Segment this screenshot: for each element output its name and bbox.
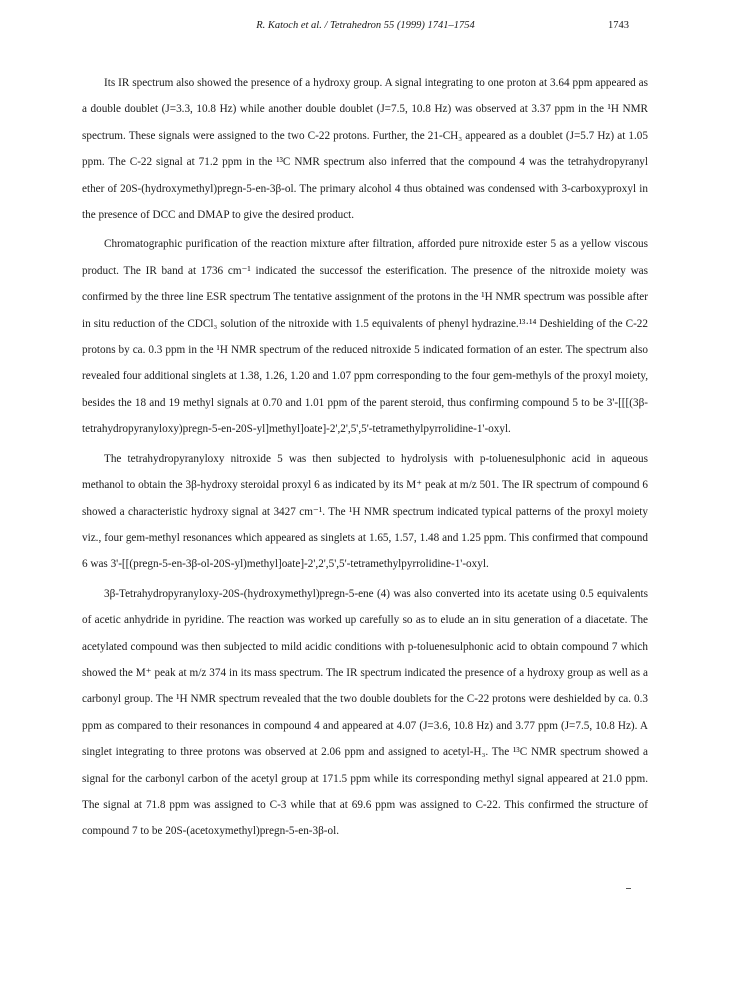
paragraph-hydrolysis-compound-6: The tetrahydropyranyloxy nitroxide 5 was then subjected to hydrolysis with p-toluenesulphonic acid in aqueous methanol to obtain the 3β-hydroxy steroidal proxyl 6 as indicated by its M⁺ peak at m/z 501. The IR spectrum of compound 6 showed a characteristic hydroxy signal at 3427 cm⁻¹. The ¹H NMR spectrum indicated typical patterns of the proxyl moiety viz., four gem-methyl resonances which appeared as singlets at 1.65, 1.57, 1.48 and 1.25 ppm. This confirmed that compound 6 was 3'-[[(pregn-5-en-3β-ol-20S-yl)methyl]oate]-2',2',5',5'-tetramethylpyrrolidine-1'-oxyl. bbox=[82, 452, 648, 571]
paragraph-nitroxide-ester-5: Chromatographic purification of the reaction mixture after filtration, afforded pure nitroxide ester 5 as a yellow viscous product. The IR band at 1736 cm⁻¹ indicated the successof the esterification. The presence of the nitroxide moiety was confirmed by the three line ESR spectrum The tentative assignment of the protons in the ¹H NMR spectrum was possible after in situ reduction of the CDCl₃ solution of the nitroxide with 1.5 equivalents of phenyl hydrazine.¹³·¹⁴ Deshielding of the C-22 protons by ca. 0.3 ppm in the ¹H NMR spectrum of the reduced nitroxide 5 indicated formation of an ester. The spectrum also revealed four additional singlets at 1.38, 1.26, 1.20 and 1.07 ppm corresponding to the four gem-methyls of the proxyl moiety, besides the 18 and 19 methyl signals at 0.70 and 1.01 ppm of the parent steroid, thus confirming compound 5 to be 3'-[[[(3β-tetrahydropyranyloxy)pregn-5-en-20S-yl]methyl]oate]-2',2',5',5'-tetramethylpyrrolidine-1'-oxyl. bbox=[82, 238, 648, 436]
body-text bbox=[82, 70, 648, 845]
stray-mark bbox=[626, 888, 631, 889]
running-head bbox=[0, 18, 731, 34]
paragraph-ir-nmr-compound-4: Its IR spectrum also showed the presence of a hydroxy group. A signal integrating to one proton at 3.64 ppm appeared as a double doublet (J=3.3, 10.8 Hz) while another double doublet (J=7.5, 10.8 Hz) was observed at 3.37 ppm in the ¹H NMR spectrum. These signals were assigned to the two C-22 protons. Further, the 21-CH₃ appeared as a doublet (J=5.7 Hz) at 1.05 ppm. The C-22 signal at 71.2 ppm in the ¹³C NMR spectrum also inferred that the compound 4 was the tetrahydropyranyl ether of 20S-(hydroxymethyl)pregn-5-en-3β-ol. The primary alcohol 4 thus obtained was condensed with 3-carboxyproxyl in the presence of DCC and DMAP to give the desired product. bbox=[82, 77, 648, 222]
paragraph-acetate-compound-7: 3β-Tetrahydropyranyloxy-20S-(hydroxymethyl)pregn-5-ene (4) was also converted into its acetate using 0.5 equivalents of acetic anhydride in pyridine. The reaction was worked up carefully so as to elude an in situ generation of a diacetate. The acetylated compound was then subjected to mild acidic conditions with p-toluenesulphonic acid to obtain compound 7 which showed the M⁺ peak at m/z 374 in its mass spectrum. The IR spectrum indicated the presence of a hydroxy group as well as a carbonyl group. The ¹H NMR spectrum revealed that the two double doublets for the C-22 protons were deshielded by ca. 0.3 ppm as compared to their resonances in compound 4 and appeared at 4.07 (J=3.6, 10.8 Hz) and 3.77 ppm (J=7.5, 10.8 Hz). A singlet integrating to three protons was observed at 2.06 ppm and assigned to acetyl-H₃. The ¹³C NMR spectrum showed a signal for the carbonyl carbon of the acetyl group at 171.5 ppm while its corresponding methyl signal appeared at 21.0 ppm. The signal at 71.8 ppm was assigned to C-3 while that at 69.6 ppm was assigned to C-22. This confirmed the structure of compound 7 to be 20S-(acetoxymethyl)pregn-5-en-3β-ol. bbox=[82, 587, 648, 838]
running-title: R. Katoch et al. / Tetrahedron 55 (1999) 1741–1754 bbox=[256, 20, 475, 31]
page-number: 1743 bbox=[608, 20, 629, 31]
